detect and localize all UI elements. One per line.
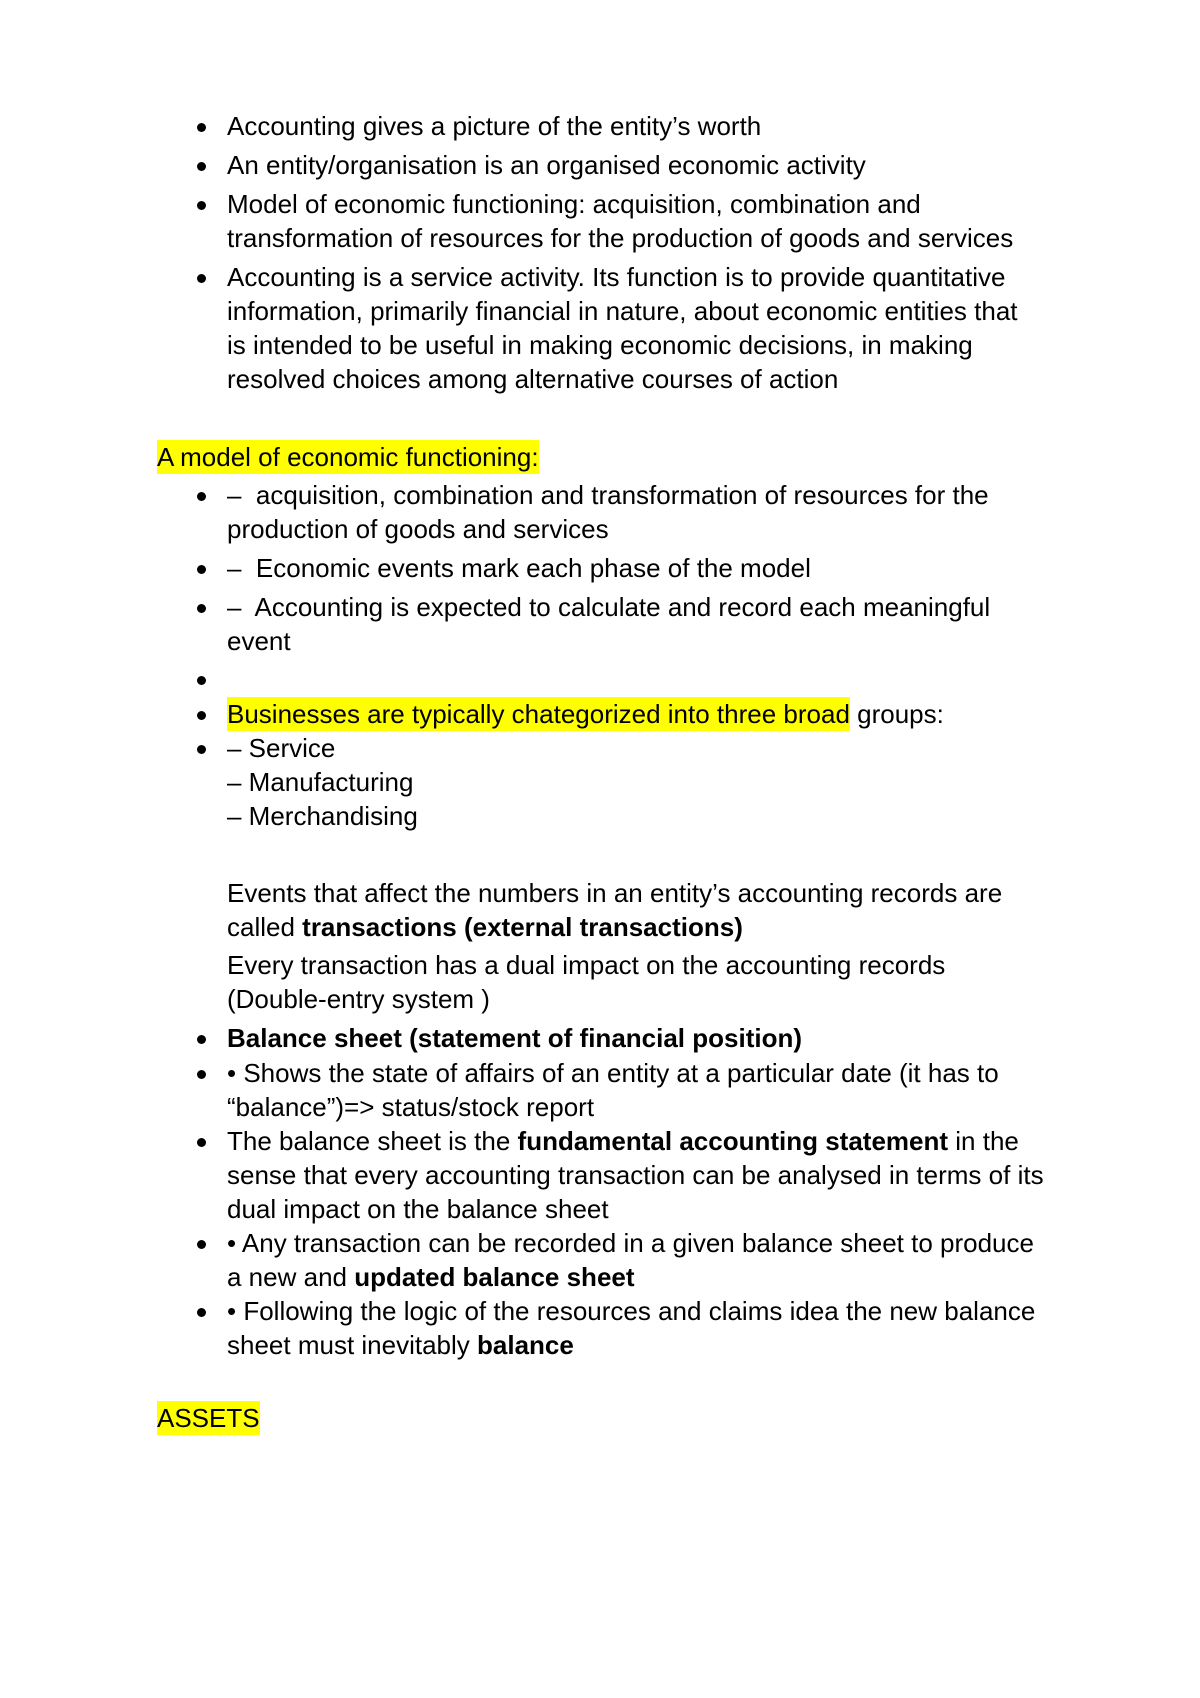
text-line: – Accounting is expected to calculate and record each meaningful <box>227 592 991 622</box>
text-line: sense that every accounting transaction can be analysed in terms of its <box>227 1160 1044 1190</box>
bullet-marker <box>197 745 206 754</box>
bullet-marker <box>197 1308 206 1317</box>
bold-text: transactions (external transactions) <box>302 912 743 942</box>
text-line <box>157 1401 260 1435</box>
section-heading-assets <box>157 1401 260 1435</box>
text-line: Every transaction has a dual impact on the accounting records <box>227 950 946 980</box>
bold-text: fundamental accounting statement <box>517 1126 949 1156</box>
bold-text: updated balance sheet <box>354 1262 635 1292</box>
text-line <box>157 440 539 474</box>
text-line: – acquisition, combination and transformation of resources for the <box>227 480 989 510</box>
bullet-marker <box>197 201 206 210</box>
text-line: • Following the logic of the resources and claims idea the new balance <box>227 1296 1036 1326</box>
list-item <box>227 1124 1044 1226</box>
bullet-marker <box>197 1138 206 1147</box>
text-line: Accounting is a service activity. Its function is to provide quantitative <box>227 262 1006 292</box>
list-item <box>227 590 990 658</box>
text-line: “balance”)=> status/stock report <box>227 1092 595 1122</box>
text-line: Accounting gives a picture of the entity’s worth <box>227 111 762 141</box>
bullet-marker <box>197 565 206 574</box>
text-line: • Any transaction can be recorded in a given balance sheet to produce <box>227 1228 1034 1258</box>
text-line <box>227 1260 1034 1294</box>
list-item <box>227 109 761 143</box>
bullet-marker <box>197 492 206 501</box>
text-line <box>227 697 944 731</box>
list-item <box>227 1294 1035 1362</box>
text-line <box>227 1124 1044 1158</box>
text-line <box>227 910 1002 944</box>
text-line: production of goods and services <box>227 514 609 544</box>
blank-line <box>227 833 1002 876</box>
text-line: (Double-entry system ) <box>227 984 490 1014</box>
list-item <box>227 260 1018 396</box>
list-item <box>227 1226 1034 1294</box>
bold-text: Balance sheet (statement of financial position) <box>227 1023 802 1053</box>
paragraph <box>227 948 945 1016</box>
list-item <box>227 1021 802 1055</box>
text-line: An entity/organisation is an organised economic activity <box>227 150 866 180</box>
bullet-marker <box>197 604 206 613</box>
text-segment: called <box>227 912 303 942</box>
business-group-service: – Service <box>227 733 336 763</box>
bullet-marker <box>197 1070 206 1079</box>
highlighted-heading-text: ASSETS <box>157 1403 260 1433</box>
bullet-marker <box>197 676 206 685</box>
list-item <box>227 478 989 546</box>
text-line: event <box>227 626 291 656</box>
bullet-marker <box>197 711 206 720</box>
text-segment: groups: <box>849 699 944 729</box>
bullet-marker <box>197 1240 206 1249</box>
bullet-marker <box>197 123 206 132</box>
text-line: resolved choices among alternative courses of action <box>227 364 839 394</box>
text-line: information, primarily financial in nature, about economic entities that <box>227 296 1018 326</box>
list-item <box>227 148 866 182</box>
text-line: transformation of resources for the production of goods and services <box>227 223 1014 253</box>
text-segment: The balance sheet is the <box>227 1126 518 1156</box>
business-group-manufacturing: – Manufacturing <box>227 767 414 797</box>
list-item <box>227 731 1002 944</box>
text-segment: in the <box>948 1126 1019 1156</box>
text-line: is intended to be useful in making economic decisions, in making <box>227 330 973 360</box>
business-group-merchandising: – Merchandising <box>227 801 418 831</box>
text-line: Model of economic functioning: acquisition, combination and <box>227 189 921 219</box>
text-line <box>227 1021 802 1055</box>
list-item <box>227 1056 999 1124</box>
bullet-marker <box>197 1035 206 1044</box>
highlighted-heading-text: A model of economic functioning: <box>157 442 539 472</box>
text-segment: a new and <box>227 1262 355 1292</box>
text-line: – Economic events mark each phase of the model <box>227 553 811 583</box>
bullet-marker <box>197 274 206 283</box>
text-line: Events that affect the numbers in an entity’s accounting records are <box>227 878 1003 908</box>
section-heading-model <box>157 440 539 474</box>
text-line <box>227 1328 1035 1362</box>
text-line: • Shows the state of affairs of an entity at a particular date (it has to <box>227 1058 999 1088</box>
bullet-marker <box>197 162 206 171</box>
list-item <box>227 551 811 585</box>
text-line: dual impact on the balance sheet <box>227 1194 609 1224</box>
highlighted-text: Businesses are typically chategorized into three broad <box>227 699 850 729</box>
bold-text: balance <box>477 1330 574 1360</box>
list-item <box>227 187 1013 255</box>
text-segment: sheet must inevitably <box>227 1330 478 1360</box>
list-item <box>227 697 944 731</box>
